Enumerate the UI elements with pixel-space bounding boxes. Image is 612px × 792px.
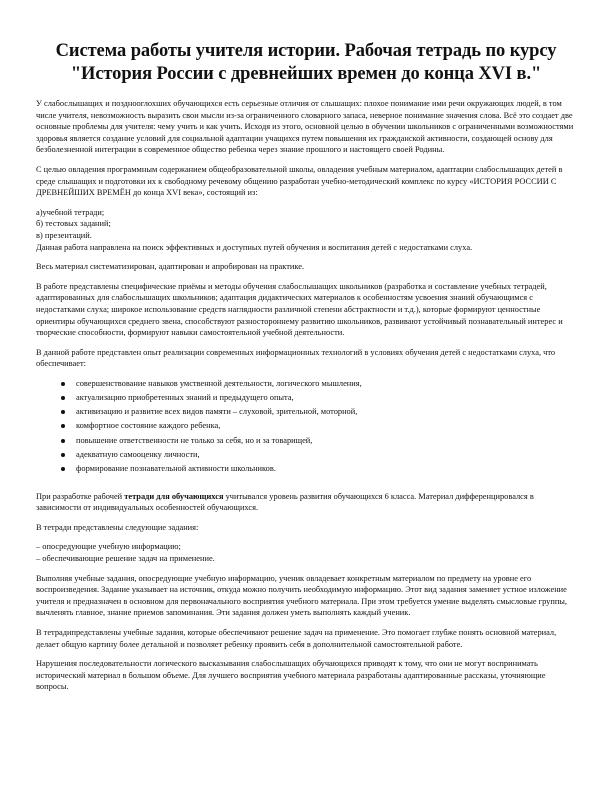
bullet-item <box>61 435 576 447</box>
paragraph-application-tasks: В тетрадипредставлены учебные задания, которые обеспечивают решение задач на применение. Это помогает глубже понять основной материал, делает общую картину более детальной и позволяет ребенку проявить себя в дополнительной самостоятельной работе. <box>36 627 557 649</box>
benefits-bullet-list <box>36 378 576 475</box>
task-types-list <box>36 541 576 564</box>
workbook-text-before: При разработке рабочей <box>36 491 125 501</box>
bullet-item <box>61 406 576 418</box>
paragraph-aim: Данная работа направлена на поиск эффективных и доступных путей обучения и воспитания детей с недостатками слуха. <box>36 242 473 252</box>
bullet-text: комфортное состояние каждого ребенка, <box>76 421 221 431</box>
paragraph-adapted-stories: Нарушения последовательности логического высказывания слабослышащих обучающихся приводят к тому, что они не могут воспринимать исторический материал в большом объеме. Для лучшего восприятия учебного материала разработаны адаптированные рассказы, уточняющие вопросы. <box>36 659 546 692</box>
paragraph-intro: У слабослышащих и позднооглохших обучающихся есть серьезные отличия от слышащих: плохое понимание ими речи окружающих людей, в том числе учителя, невозможность выразить свои мысли из-за ограниченного словарного запаса, неверное понимание значения слова. Всё это создает две основные проблемы для учителя: чему учить и как учить. Исходя из этого, основной целью в обучении школьников с ограниченными возможностями здоровья является создание условий для социальной адаптации учащихся путем повышения их гражданской активности, создающей основу для безболезненной интеграции в современное общество ребенка через знание прошлого и настоящего своей Родины. <box>36 99 574 155</box>
list-item: – обеспечивающие решение задач на применение. <box>36 553 215 563</box>
bullet-text: актуализацию приобретенных знаний и предыдущего опыта, <box>76 393 294 403</box>
list-item: – опосредующие учебную информацию; <box>36 542 181 552</box>
bullet-text: активизацию и развитие всех видов памяти – слуховой, зрительной, моторной, <box>76 407 358 417</box>
bullet-icon <box>61 382 65 386</box>
paragraph-tasks-intro: В тетради представлены следующие задания: <box>36 522 199 532</box>
bullet-icon <box>61 453 65 457</box>
paragraph-technologies: В данной работе представлен опыт реализации современных информационных технологий в условиях обучения детей с недостатками слуха, что обеспечивает: <box>36 347 556 369</box>
bullet-icon <box>61 396 65 400</box>
bullet-text: адекватную самооценку личности, <box>76 449 200 459</box>
paragraph-purpose: С целью овладения программным содержанием общеобразовательной школы, овладения учебным материалом, адаптации слабослышащих детей в среде слышащих и подготовки их к свободному речевому общению разработан учебно-методический комплекс по курсу «ИСТОРИЯ РОССИИ С ДРЕВНЕЙШИХ ВРЕМЁН до конца XVI века», состоящий из: <box>36 164 563 198</box>
list-item: в) презентаций. <box>36 230 92 240</box>
list-item: а)учебной тетради; <box>36 207 105 217</box>
bullet-text: совершенствование навыков умственной деятельности, логического мышления, <box>76 378 362 388</box>
bullet-item <box>61 463 576 475</box>
document-title: Система работы учителя истории. Рабочая тетрадь по курсу "История России с древнейших времен до конца XVI в." <box>55 41 557 84</box>
bullet-icon <box>61 467 65 471</box>
paragraph-workbook <box>36 491 576 514</box>
bullet-item <box>61 449 576 461</box>
paragraph-approved: Весь материал систематизирован, адаптирован и апробирован на практике. <box>36 262 305 272</box>
bullet-text: повышение ответственности не только за себя, но и за товарищей, <box>76 435 313 445</box>
bullet-item <box>61 378 576 390</box>
bullet-item <box>61 392 576 404</box>
bullet-text: формирование познавательной активности школьников. <box>76 464 276 473</box>
complex-components-list <box>36 207 576 253</box>
bullet-item <box>61 420 576 432</box>
workbook-bold-term: тетради для обучающихся <box>124 491 224 501</box>
paragraph-mediating-tasks: Выполняя учебные задания, опосредующие учебную информацию, ученик овладевает конкретным материалом по предмету на уровне его воспроизведения. Задание указывает на источник, откуда можно получить необходимую информацию. Этот вид задания заменяет устное изложение учителя и предназначен в основном для первоначального восприятия учебного материала. При этом требуется умение выделять смысловые группы, вычленять главное, знание приемов запоминания. Эти задания должен уметь выполнять каждый ученик. <box>36 573 568 618</box>
bullet-icon <box>61 424 65 428</box>
workbook-text-after: учитывался уровень развития обучающихся 6 класса. Материал дифференцировался в зависимости от индивидуальных особенностей обучающихся. <box>36 491 534 513</box>
list-item: б) тестовых заданий; <box>36 219 111 229</box>
paragraph-methods: В работе представлены специфические приёмы и методы обучения слабослышащих школьников (разработка и составление учебных тетрадей, адаптированных для слабослышащих школьников; адаптация дидактических материалов к особенностям усвоения знаний обучающимся с недостатками слуха; широкое использование средств наглядности различной степени абстрактности и т.д.), которые формируют ценностные ориентиры обучающихся среднего звена, способствуют разностороннему развитию школьников, развивают устойчивый познавательный интерес и творческие способности, формируют навыки самостоятельной учебной деятельности. <box>36 281 563 338</box>
bullet-icon <box>61 410 65 414</box>
bullet-icon <box>61 439 65 443</box>
